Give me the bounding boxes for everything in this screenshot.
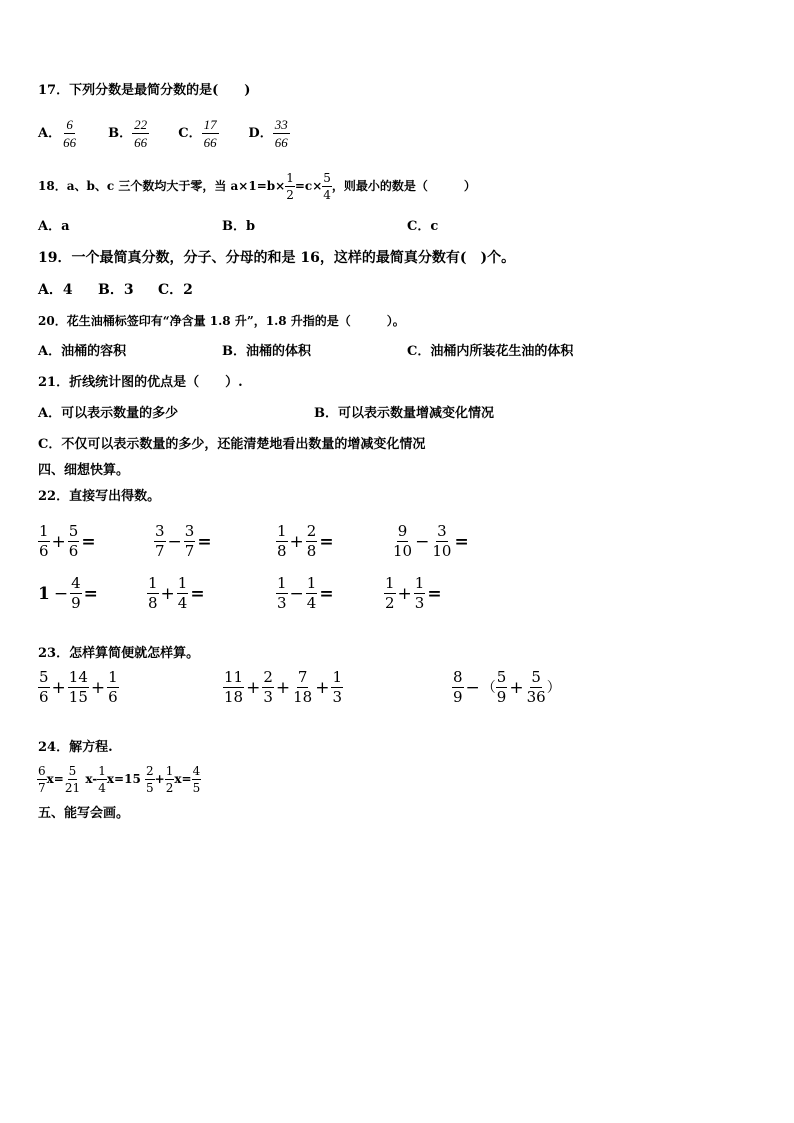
fraction: $\frac{2}{3}$ <box>263 668 273 706</box>
fraction: $\frac{11}{18}$ <box>224 668 244 706</box>
option-b[interactable]: B．3 <box>98 282 134 298</box>
fraction: $\frac{3}{7}$ <box>184 522 195 560</box>
question-19-title: 19．一个最简真分数，分子、分母的和是 16，这样的最简真分数有( )个。 <box>38 250 516 266</box>
calc-item <box>384 576 442 611</box>
question-22-title: 22．直接写出得数。 <box>38 489 161 504</box>
fraction: $\frac{5}{6}$ <box>39 668 49 706</box>
option-c[interactable]: C．2 <box>158 282 193 298</box>
question-21-option-a[interactable]: A．可以表示数量的多少 <box>38 406 179 421</box>
question-23-title: 23．怎样算简便就怎样算。 <box>38 646 200 661</box>
fraction: $\frac{3}{7}$ <box>155 522 165 560</box>
operator: + <box>275 677 291 698</box>
equation-text: x- <box>85 772 98 786</box>
question-18-title <box>38 172 476 201</box>
fraction: $\frac{1}{4}$ <box>177 574 188 612</box>
equation-text: x= <box>174 772 192 786</box>
question-18-mid: =c× <box>294 179 323 193</box>
operator: + <box>289 531 304 552</box>
question-18-prefix: 18．a、b、c 三个数均大于零，当 a×1=b× <box>38 179 286 193</box>
fraction: $\frac{4}{9}$ <box>71 574 81 612</box>
fraction: $\frac{1}{2}$ <box>385 574 395 612</box>
operator: + <box>246 677 261 698</box>
fraction: $\frac{6}{7}$ <box>38 764 46 795</box>
option-d[interactable] <box>248 118 314 149</box>
fraction: $\frac{5}{6}$ <box>68 522 79 560</box>
calc-item <box>276 524 334 559</box>
question-20-option-a[interactable]: A．油桶的容积 <box>38 344 127 359</box>
operator: + <box>51 677 66 698</box>
calc-item <box>276 576 334 611</box>
operator: + <box>90 677 106 698</box>
calc-item <box>38 576 98 611</box>
fraction: $\frac{17}{66}$ <box>203 117 217 150</box>
fraction: $\frac{1}{8}$ <box>277 522 287 560</box>
fraction: $\frac{3}{10}$ <box>432 522 452 560</box>
expression-2 <box>223 670 343 705</box>
fraction: $\frac{1}{6}$ <box>39 522 49 560</box>
question-18-option-a[interactable]: A．a <box>38 219 70 234</box>
fraction: $\frac{2}{8}$ <box>306 522 317 560</box>
fraction: $\frac{1}{6}$ <box>108 668 118 706</box>
question-20-option-b[interactable]: B．油桶的体积 <box>222 344 311 359</box>
fraction: $\frac{5}{36}$ <box>526 668 546 706</box>
fraction: $\frac{1}{3}$ <box>414 574 425 612</box>
fraction: $\frac{7}{18}$ <box>293 668 313 706</box>
fraction: $\frac{2}{5}$ <box>146 764 154 795</box>
equals-sign: = <box>81 531 96 552</box>
question-24-title: 24．解方程. <box>38 740 113 755</box>
fraction: $\frac{6}{66}$ <box>63 117 77 150</box>
operator: + <box>509 677 524 698</box>
left-paren: （ <box>481 679 496 696</box>
operator: − <box>465 677 480 698</box>
fraction: $\frac{33}{66}$ <box>274 117 288 150</box>
equation-text: + <box>154 772 165 786</box>
expression-1 <box>38 670 119 705</box>
fraction: $\frac{22}{66}$ <box>134 117 148 150</box>
question-21-option-b[interactable]: B．可以表示数量增减变化情况 <box>314 406 494 421</box>
equals-sign: = <box>427 583 442 604</box>
option-label: A． <box>38 126 62 141</box>
calc-item <box>38 524 96 559</box>
fraction: $\frac{1}{2}$ <box>286 171 294 202</box>
calc-item <box>392 524 469 559</box>
equals-sign: = <box>454 531 469 552</box>
whole-number: 1 <box>38 583 50 604</box>
question-20-option-c[interactable]: C．油桶内所装花生油的体积 <box>407 344 574 359</box>
equation-text: x=15 <box>106 772 141 786</box>
operator: − <box>167 531 182 552</box>
fraction: $\frac{5}{4}$ <box>323 171 331 202</box>
operator: + <box>397 583 412 604</box>
operator: + <box>51 531 66 552</box>
fraction: $\frac{1}{8}$ <box>148 574 158 612</box>
calc-item <box>147 576 205 611</box>
question-17-options <box>38 118 314 149</box>
equations <box>37 765 201 794</box>
equals-sign: = <box>319 531 334 552</box>
fraction: $\frac{5}{9}$ <box>496 668 507 706</box>
equation-text: x= <box>46 772 64 786</box>
fraction: $\frac{1}{4}$ <box>98 764 106 795</box>
equals-sign: = <box>83 583 98 604</box>
question-19-options <box>38 282 193 298</box>
option-c[interactable] <box>178 118 244 149</box>
operator: − <box>415 531 430 552</box>
fraction: $\frac{1}{3}$ <box>332 668 343 706</box>
fraction: $\frac{1}{2}$ <box>165 764 174 795</box>
question-18-option-b[interactable]: B．b <box>222 219 256 234</box>
question-21-option-c[interactable]: C．不仅可以表示数量的多少，还能清楚地看出数量的增减变化情况 <box>38 437 426 452</box>
operator: + <box>315 677 330 698</box>
operator: − <box>289 583 304 604</box>
fraction: $\frac{9}{10}$ <box>393 522 413 560</box>
operator: − <box>53 583 69 604</box>
expression-3 <box>452 670 561 705</box>
calc-item <box>154 524 212 559</box>
fraction: $\frac{8}{9}$ <box>453 668 463 706</box>
question-20-title: 20．花生油桶标签印有“净含量 1.8 升”，1.8 升指的是（ ）。 <box>38 314 405 328</box>
equals-sign: = <box>197 531 212 552</box>
right-paren: ） <box>546 679 561 696</box>
option-label: D． <box>248 126 273 141</box>
fraction: $\frac{5}{21}$ <box>64 764 81 795</box>
operator: + <box>160 583 175 604</box>
equals-sign: = <box>190 583 205 604</box>
option-a[interactable]: A．4 <box>38 282 73 298</box>
section-5-heading: 五、能写会画。 <box>38 806 130 821</box>
fraction: $\frac{14}{15}$ <box>68 668 88 706</box>
option-label: B． <box>108 126 133 141</box>
option-b[interactable] <box>108 118 174 149</box>
option-a[interactable] <box>38 118 104 149</box>
question-18-option-c[interactable]: C．c <box>407 219 439 234</box>
fraction: $\frac{1}{3}$ <box>277 574 287 612</box>
section-4-heading: 四、细想快算。 <box>38 463 130 478</box>
question-21-title: 21．折线统计图的优点是（ ）. <box>38 375 243 390</box>
fraction: $\frac{1}{4}$ <box>306 574 317 612</box>
fraction: $\frac{4}{5}$ <box>192 764 201 795</box>
option-label: C． <box>178 126 202 141</box>
question-18-suffix: ，则最小的数是（ ） <box>331 179 476 193</box>
question-17-title: 17．下列分数是最简分数的是( ) <box>38 83 251 98</box>
equals-sign: = <box>319 583 334 604</box>
